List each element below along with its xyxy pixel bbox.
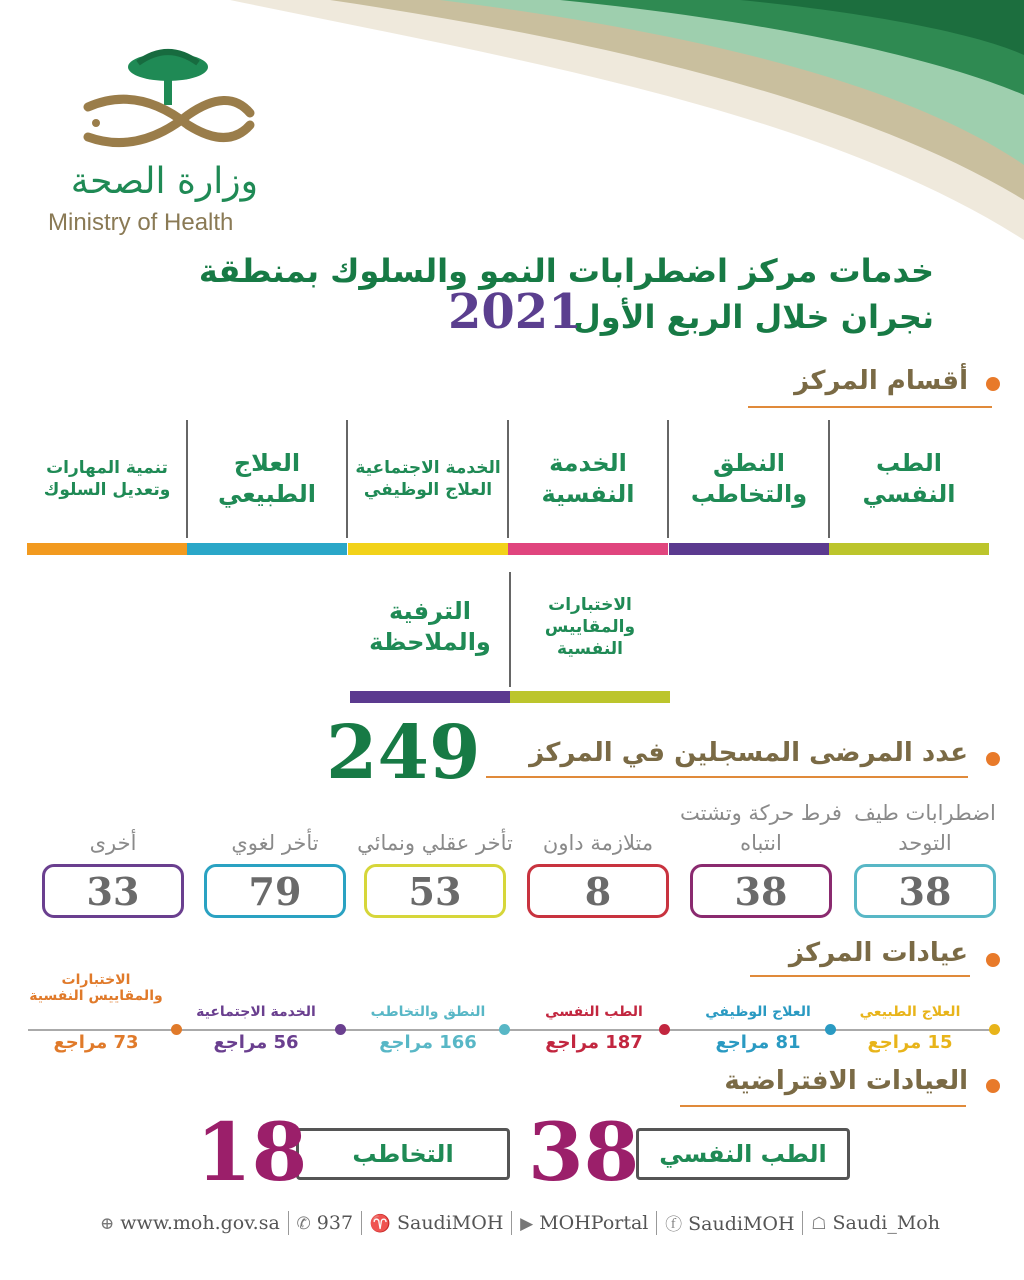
- patients-heading: عدد المرضى المسجلين في المركز: [529, 738, 968, 768]
- department-divider: [667, 420, 669, 538]
- departments-heading: أقسام المركز: [794, 366, 968, 396]
- clinic-visit-count: 166 مراجع: [379, 1032, 477, 1053]
- department-label: الترفية والملاحظة: [369, 596, 491, 656]
- footer-phone[interactable]: [297, 1212, 354, 1234]
- clinic-name: الطب النفسي: [545, 1004, 643, 1020]
- patient-category-label: فرط حركة وتشتت انتباه: [680, 801, 842, 855]
- department-label: العلاج الطبيعي: [217, 448, 317, 508]
- clinic-visit-count: 73 مراجع: [53, 1032, 139, 1053]
- virtual-clinic-label: التخاطب: [296, 1128, 510, 1180]
- department-divider: [509, 572, 511, 687]
- patients-underline: [486, 776, 968, 778]
- ministry-name-ar: وزارة الصحة: [70, 161, 258, 202]
- patient-category-count: 38: [854, 864, 996, 918]
- youtube-icon: ▶: [520, 1213, 534, 1234]
- footer-phone-text: 937: [316, 1211, 354, 1234]
- clinic-timeline-dot: [335, 1024, 346, 1035]
- footer-website-text: www.moh.gov.sa: [120, 1211, 280, 1234]
- footer-snapchat-text: Saudi_Moh: [832, 1211, 940, 1234]
- patient-category-count: 38: [690, 864, 832, 918]
- department-label: النطق والتخاطب: [690, 448, 808, 508]
- department-label: الاختبارات والمقاييس النفسية: [544, 594, 636, 660]
- virtual-clinic-count: 38: [528, 1105, 640, 1199]
- clinic-name: النطق والتخاطب: [370, 1004, 486, 1020]
- clinic-visit-count: 81 مراجع: [715, 1032, 801, 1053]
- patient-category-count: 8: [527, 864, 669, 918]
- patient-category-label: تأخر عقلي ونمائي: [357, 830, 513, 855]
- footer-contacts: [100, 1210, 940, 1235]
- footer-facebook-text: SaudiMOH: [688, 1213, 795, 1235]
- twitter-icon: ♈: [369, 1213, 391, 1234]
- clinics-heading: عيادات المركز: [788, 938, 968, 968]
- clinic-visit-count: 56 مراجع: [213, 1032, 299, 1053]
- footer-snapchat[interactable]: [811, 1212, 940, 1234]
- department-divider: [507, 420, 509, 538]
- palm-swords-emblem: [78, 45, 258, 155]
- department-divider: [828, 420, 830, 538]
- clinics-underline: [750, 975, 970, 977]
- footer-youtube[interactable]: [520, 1212, 648, 1234]
- footer-youtube-text: MOHPortal: [539, 1211, 649, 1234]
- ministry-logo: [48, 45, 290, 240]
- virtual-clinic-label: الطب النفسي: [636, 1128, 850, 1180]
- clinic-timeline-dot: [989, 1024, 1000, 1035]
- page-title-line1: خدمات مركز اضطرابات النمو والسلوك بمنطقة: [198, 252, 934, 290]
- section-bullet: [986, 377, 1000, 391]
- clinic-name: الاختبارات والمقاييس النفسية: [29, 972, 163, 1005]
- patient-category-label: اضطرابات طيف التوحد: [854, 801, 996, 855]
- department-color-bar: [510, 691, 670, 703]
- footer-separator: [288, 1211, 289, 1235]
- virtual-clinics-heading: العيادات الافتراضية: [724, 1066, 968, 1096]
- virtual-clinics-underline: [680, 1105, 966, 1107]
- clinic-visit-count: 15 مراجع: [867, 1032, 953, 1053]
- footer-separator: [511, 1211, 512, 1235]
- department-color-bar: [350, 691, 510, 703]
- patient-category-count: 33: [42, 864, 184, 918]
- ministry-name-en: Ministry of Health: [48, 209, 234, 236]
- department-divider: [346, 420, 348, 538]
- patient-category-count: 53: [364, 864, 506, 918]
- footer-separator: [361, 1211, 362, 1235]
- department-label: الخدمة النفسية: [541, 448, 635, 508]
- section-bullet: [986, 752, 1000, 766]
- department-color-bar: [508, 543, 668, 555]
- virtual-clinic-count: 18: [196, 1105, 308, 1199]
- footer-twitter-text: SaudiMOH: [396, 1211, 504, 1234]
- page-title-line2: نجران خلال الربع الأول: [572, 298, 934, 336]
- department-label: الخدمة الاجتماعية العلاج الوظيفي: [355, 457, 501, 500]
- departments-underline: [748, 406, 992, 408]
- clinic-name: العلاج الطبيعي: [859, 1004, 961, 1020]
- department-color-bar: [669, 543, 829, 555]
- clinic-name: العلاج الوظيفي: [705, 1004, 811, 1020]
- department-color-bar: [187, 543, 347, 555]
- department-color-bar: [348, 543, 508, 555]
- footer-separator: [802, 1211, 803, 1235]
- patient-category-count: 79: [204, 864, 346, 918]
- footer-twitter[interactable]: [370, 1212, 504, 1234]
- clinic-name: الخدمة الاجتماعية: [196, 1004, 316, 1020]
- patient-category-label: تأخر لغوي: [231, 830, 319, 855]
- patient-category-label: أخرى: [89, 830, 137, 855]
- footer-facebook[interactable]: [665, 1210, 794, 1235]
- department-label: الطب النفسي: [862, 448, 956, 508]
- facebook-icon: ⓕ: [665, 1215, 683, 1235]
- section-bullet: [986, 1079, 1000, 1093]
- clinic-visit-count: 187 مراجع: [545, 1032, 643, 1053]
- phone-icon: ✆: [296, 1213, 311, 1234]
- department-color-bar: [27, 543, 187, 555]
- footer-separator: [656, 1211, 657, 1235]
- page-title-year: 2021: [448, 284, 582, 340]
- snapchat-icon: ☖: [811, 1213, 827, 1234]
- department-color-bar: [829, 543, 989, 555]
- patients-total: 249: [326, 710, 481, 796]
- patient-category-label: متلازمة داون: [542, 830, 654, 855]
- footer-website[interactable]: [100, 1212, 280, 1234]
- globe-icon: ⊕: [100, 1213, 115, 1234]
- department-divider: [186, 420, 188, 538]
- department-label: تنمية المهارات وتعديل السلوك: [43, 457, 171, 500]
- section-bullet: [986, 953, 1000, 967]
